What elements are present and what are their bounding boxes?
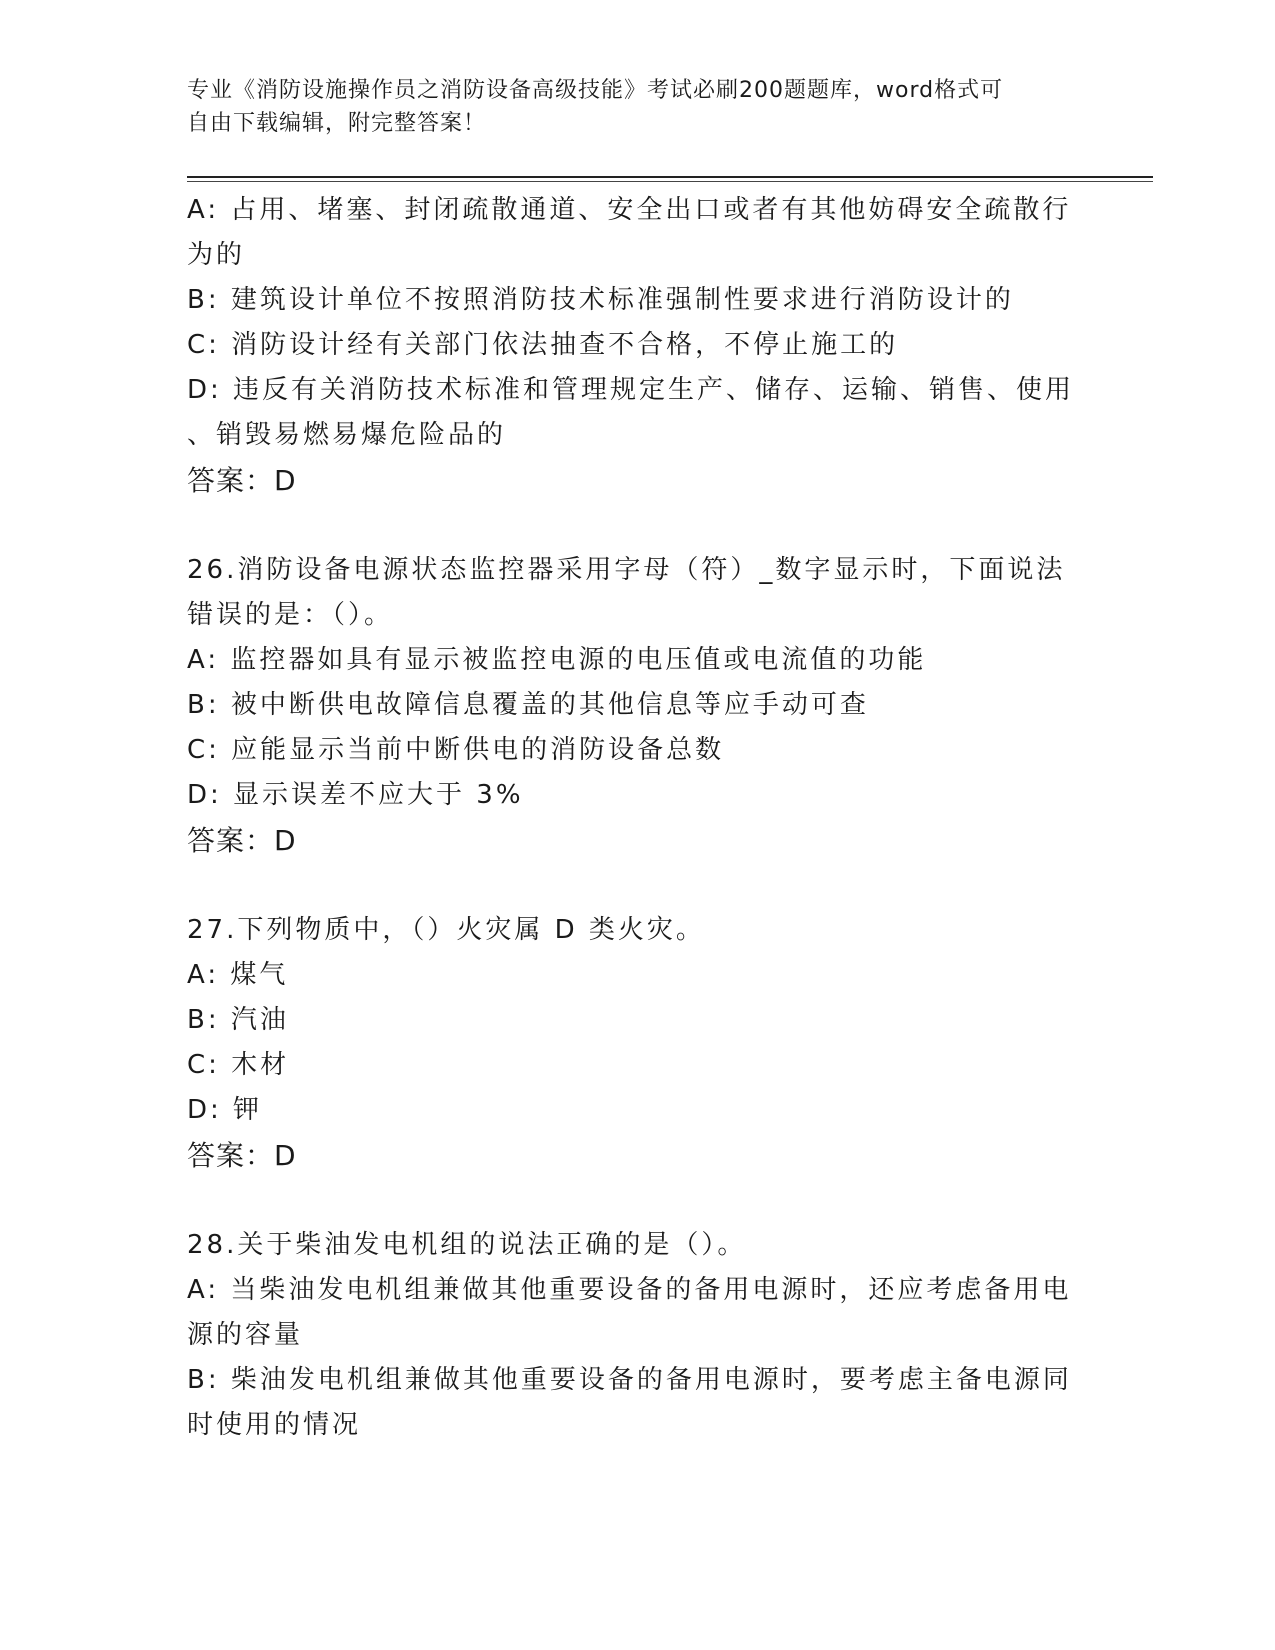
- question-stem: 27.下列物质中，（）火灾属 D 类火灾。: [187, 915, 705, 945]
- option-d-line-2: 、销毁易燃易爆危险品的: [187, 420, 507, 450]
- option-b: B: 建筑设计单位不按照消防技术标准强制性要求进行消防设计的: [187, 285, 1014, 315]
- answer: 答案：D: [187, 824, 297, 857]
- spacer: [187, 1178, 1087, 1223]
- spacer: [187, 863, 1087, 908]
- header-divider-thin: [187, 181, 1153, 182]
- option-b: B: 汽油: [187, 1005, 289, 1035]
- option-c: C: 木材: [187, 1050, 290, 1080]
- answer: 答案：D: [187, 464, 297, 497]
- option-a: A: 监控器如具有显示被监控电源的电压值或电流值的功能: [187, 645, 927, 675]
- question-25-options: [187, 188, 1087, 503]
- question-stem-line-1: 26.消防设备电源状态监控器采用字母（符）_数字显示时，下面说法: [187, 555, 1066, 585]
- option-d: D: 显示误差不应大于 3%: [187, 780, 524, 810]
- option-a-line-1: A: 当柴油发电机组兼做其他重要设备的备用电源时，还应考虑备用电: [187, 1275, 1072, 1305]
- option-b: B: 被中断供电故障信息覆盖的其他信息等应手动可查: [187, 690, 869, 720]
- header-title-line-1: 专业《消防设施操作员之消防设备高级技能》考试必刷200题题库，word格式可: [187, 78, 1004, 103]
- option-b-line-1: B: 柴油发电机组兼做其他重要设备的备用电源时，要考虑主备电源同: [187, 1365, 1072, 1395]
- option-a-line-2: 为的: [187, 240, 246, 270]
- option-d-line-1: D: 违反有关消防技术标准和管理规定生产、储存、运输、销售、使用: [187, 375, 1075, 405]
- option-c: C: 消防设计经有关部门依法抽查不合格，不停止施工的: [187, 330, 899, 360]
- question-28: [187, 1223, 1087, 1448]
- question-stem-line-2: 错误的是：（）。: [187, 600, 394, 630]
- document-header: [187, 74, 1067, 140]
- question-27: [187, 908, 1087, 1178]
- option-d: D: 钾: [187, 1095, 263, 1125]
- option-a: A: 煤气: [187, 960, 289, 990]
- option-c: C: 应能显示当前中断供电的消防设备总数: [187, 735, 725, 765]
- answer: 答案：D: [187, 1139, 297, 1172]
- option-b-line-2: 时使用的情况: [187, 1410, 362, 1440]
- question-26: [187, 548, 1087, 863]
- spacer: [187, 503, 1087, 548]
- header-divider-thick: [187, 176, 1153, 178]
- question-stem: 28.关于柴油发电机组的说法正确的是（）。: [187, 1230, 747, 1260]
- option-a-line-2: 源的容量: [187, 1320, 304, 1350]
- option-a-line-1: A: 占用、堵塞、封闭疏散通道、安全出口或者有其他妨碍安全疏散行: [187, 195, 1072, 225]
- header-title-line-2: 自由下载编辑，附完整答案！: [187, 111, 487, 136]
- question-list: [187, 188, 1087, 1448]
